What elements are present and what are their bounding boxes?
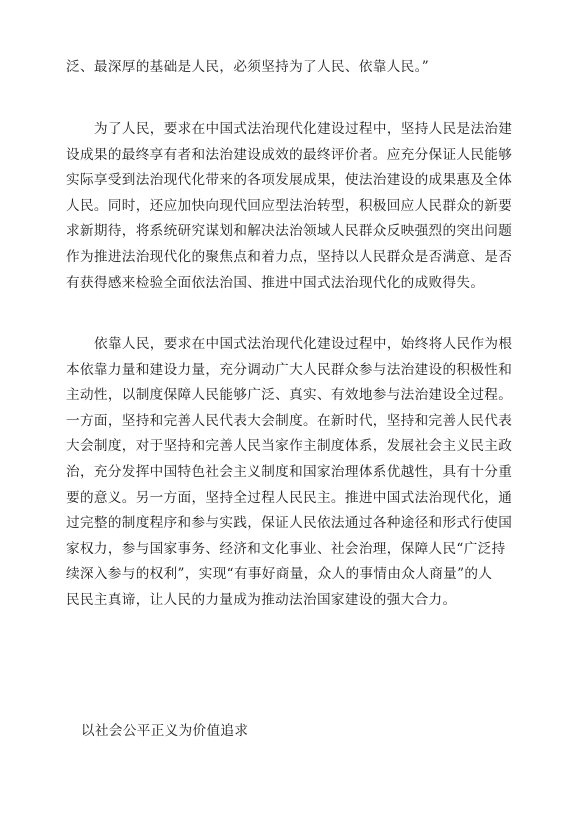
section-heading: 以社会公平正义为价值追求 (81, 723, 249, 739)
text-line: 依靠人民，要求在中国式法治现代化建设过程中，始终将人民作为根 (94, 336, 513, 352)
text-line: 民民主真谛，让人民的力量成为推动法治国家建设的强大合力。 (66, 591, 457, 608)
text-line: 有获得感来检验全面依法治国、推进中国式法治现代化的成败得失。 (66, 274, 485, 291)
text-line: 作为推进法治现代化的聚焦点和着力点，坚持以人民群众是否满意、是否 (66, 248, 513, 265)
text-line: 一方面，坚持和完善人民代表大会制度。在新时代，坚持和完善人民代表 (66, 412, 513, 429)
text-line: 为了人民，要求在中国式法治现代化建设过程中，坚持人民是法治建 (94, 121, 513, 137)
text-line: 治，充分发挥中国特色社会主义制度和国家治理体系优越性，具有十分重 (66, 463, 513, 480)
text-line: 人民。同时，还应加快向现代回应型法治转型，积极回应人民群众的新要 (66, 197, 513, 214)
text-line: 设成果的最终享有者和法治建设成效的最终评价者。应充分保证人民能够 (66, 146, 513, 163)
text-line: 大会制度，对于坚持和完善人民当家作主制度体系，发展社会主义民主政 (66, 438, 513, 455)
text-line: 求新期待，将系统研究谋划和解决法治领域人民群众反映强烈的突出问题 (66, 223, 513, 240)
text-line: 过完整的制度程序和参与实践，保证人民依法通过各种途径和形式行使国 (66, 515, 513, 532)
text-line: 家权力，参与国家事务、经济和文化事业、社会治理，保障人民“广泛持 (66, 540, 506, 557)
paragraph-for-the-people (66, 117, 518, 296)
paragraph-quote-end (66, 55, 518, 81)
paragraph-rely-on-the-people (66, 332, 518, 614)
text-line: 续深入参与的权利”，实现“有事好商量，众人的事情由众人商量”的人 (66, 566, 493, 583)
text-line: 泛、最深厚的基础是人民，必须坚持为了人民、依靠人民。” (66, 59, 430, 75)
text-line: 实际享受到法治现代化带来的各项发展成果，使法治建设的成果惠及全体 (66, 172, 513, 189)
text-line: 本依靠力量和建设力量，充分调动广大人民群众参与法治建设的积极性和 (66, 361, 513, 378)
text-line: 要的意义。另一方面，坚持全过程人民民主。推进中国式法治现代化，通 (66, 489, 513, 506)
text-line: 主动性，以制度保障人民能够广泛、真实、有效地参与法治建设全过程。 (66, 387, 513, 404)
